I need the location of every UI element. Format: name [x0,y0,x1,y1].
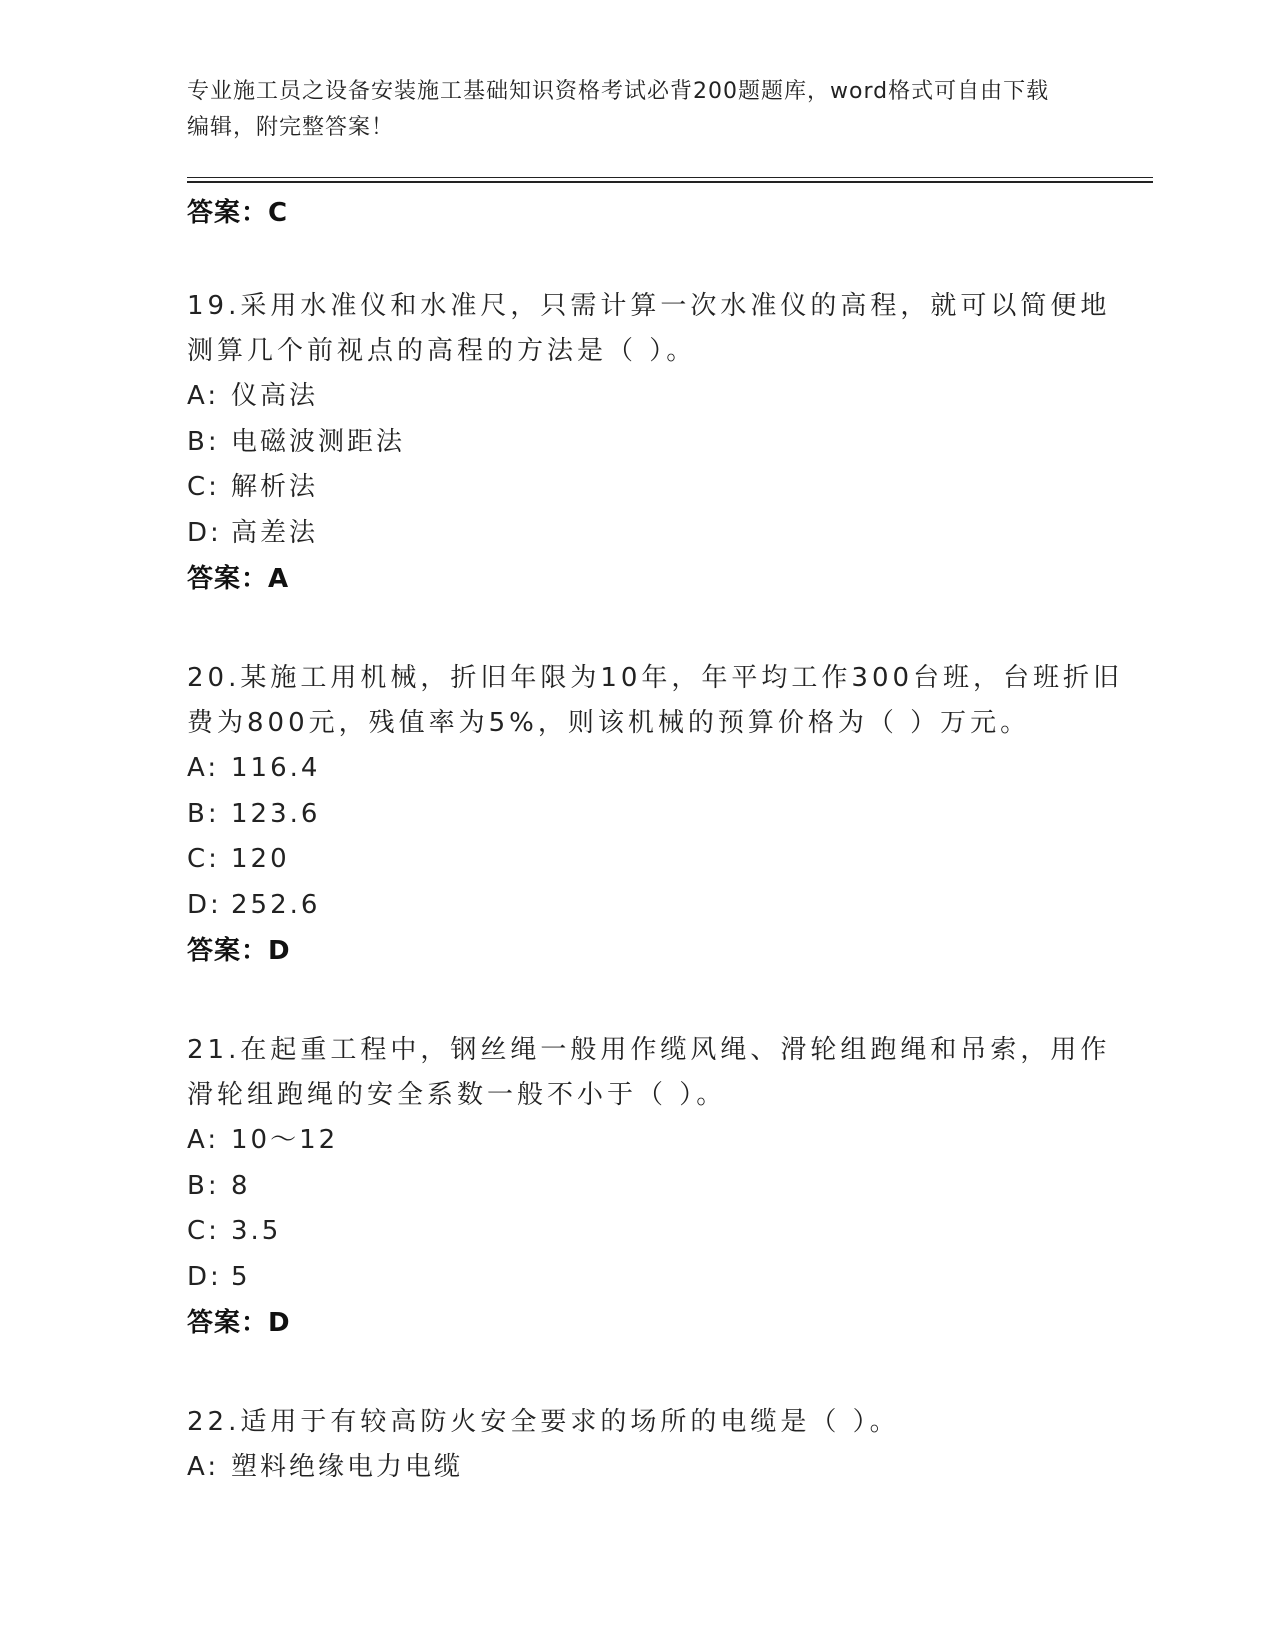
option-value: 塑料绝缘电力电缆 [231,1452,464,1482]
answer-label: 答案：A [187,564,290,594]
answer-label: 答案：C [187,198,289,228]
option-key: C: [187,844,220,874]
question-block [187,1400,1127,1491]
question-text: 19.采用水准仪和水准尺，只需计算一次水准仪的高程，就可以简便地测算几个前视点的高程的方法是（ ）。 [187,291,1111,366]
option-value: 120 [231,844,290,874]
option-d [187,1255,1127,1301]
question-list [187,190,1127,1491]
option-d [187,511,1127,557]
option-value: 电磁波测距法 [231,426,406,457]
answer-label: 答案：D [187,1308,291,1338]
option-value: 高差法 [231,517,319,548]
option-key: A: [187,1452,220,1482]
option-key: A: [187,381,220,411]
option-b [187,420,1127,466]
option-value: 10～12 [231,1125,339,1155]
option-b [187,1164,1127,1210]
option-key: D: [187,889,222,920]
header-rule-thin [187,177,1153,178]
question-block [187,284,1127,602]
header-title: 专业施工员之设备安装施工基础知识资格考试必背200题题库，word格式可自由下载编辑，附完整答案！ [187,79,1050,140]
option-key: B: [187,1170,220,1201]
option-value: 252.6 [231,889,321,920]
option-value: 3.5 [231,1216,282,1246]
option-value: 5 [231,1261,251,1292]
option-key: A: [187,1125,220,1155]
answer-label: 答案：D [187,936,291,966]
option-c [187,465,1127,511]
option-value: 116.4 [231,753,321,783]
question-text: 20.某施工用机械，折旧年限为10年，年平均工作300台班，台班折旧费为800元，残值率为5%，则该机械的预算价格为（ ）万元。 [187,663,1124,738]
option-d [187,883,1127,929]
option-c [187,1209,1127,1255]
option-value: 解析法 [231,472,319,502]
option-value: 仪高法 [231,381,319,411]
option-key: C: [187,472,220,502]
option-value: 123.6 [231,798,321,829]
option-key: D: [187,517,222,548]
option-a [187,746,1127,792]
option-a [187,374,1127,420]
option-key: B: [187,426,220,457]
option-a [187,1118,1127,1164]
document-header [187,74,1067,146]
option-value: 8 [231,1170,251,1201]
question-block [187,656,1127,974]
option-a [187,1445,1127,1491]
option-c [187,837,1127,883]
option-key: D: [187,1261,222,1292]
question-text: 22.适用于有较高防火安全要求的场所的电缆是（ ）。 [187,1407,900,1437]
header-rule-thick [187,181,1153,183]
option-key: B: [187,798,220,829]
option-key: C: [187,1216,220,1246]
option-b [187,792,1127,838]
question-block [187,1028,1127,1346]
question-text: 21.在起重工程中，钢丝绳一般用作缆风绳、滑轮组跑绳和吊索，用作滑轮组跑绳的安全系数一般不小于（ ）。 [187,1035,1111,1110]
option-key: A: [187,753,220,783]
